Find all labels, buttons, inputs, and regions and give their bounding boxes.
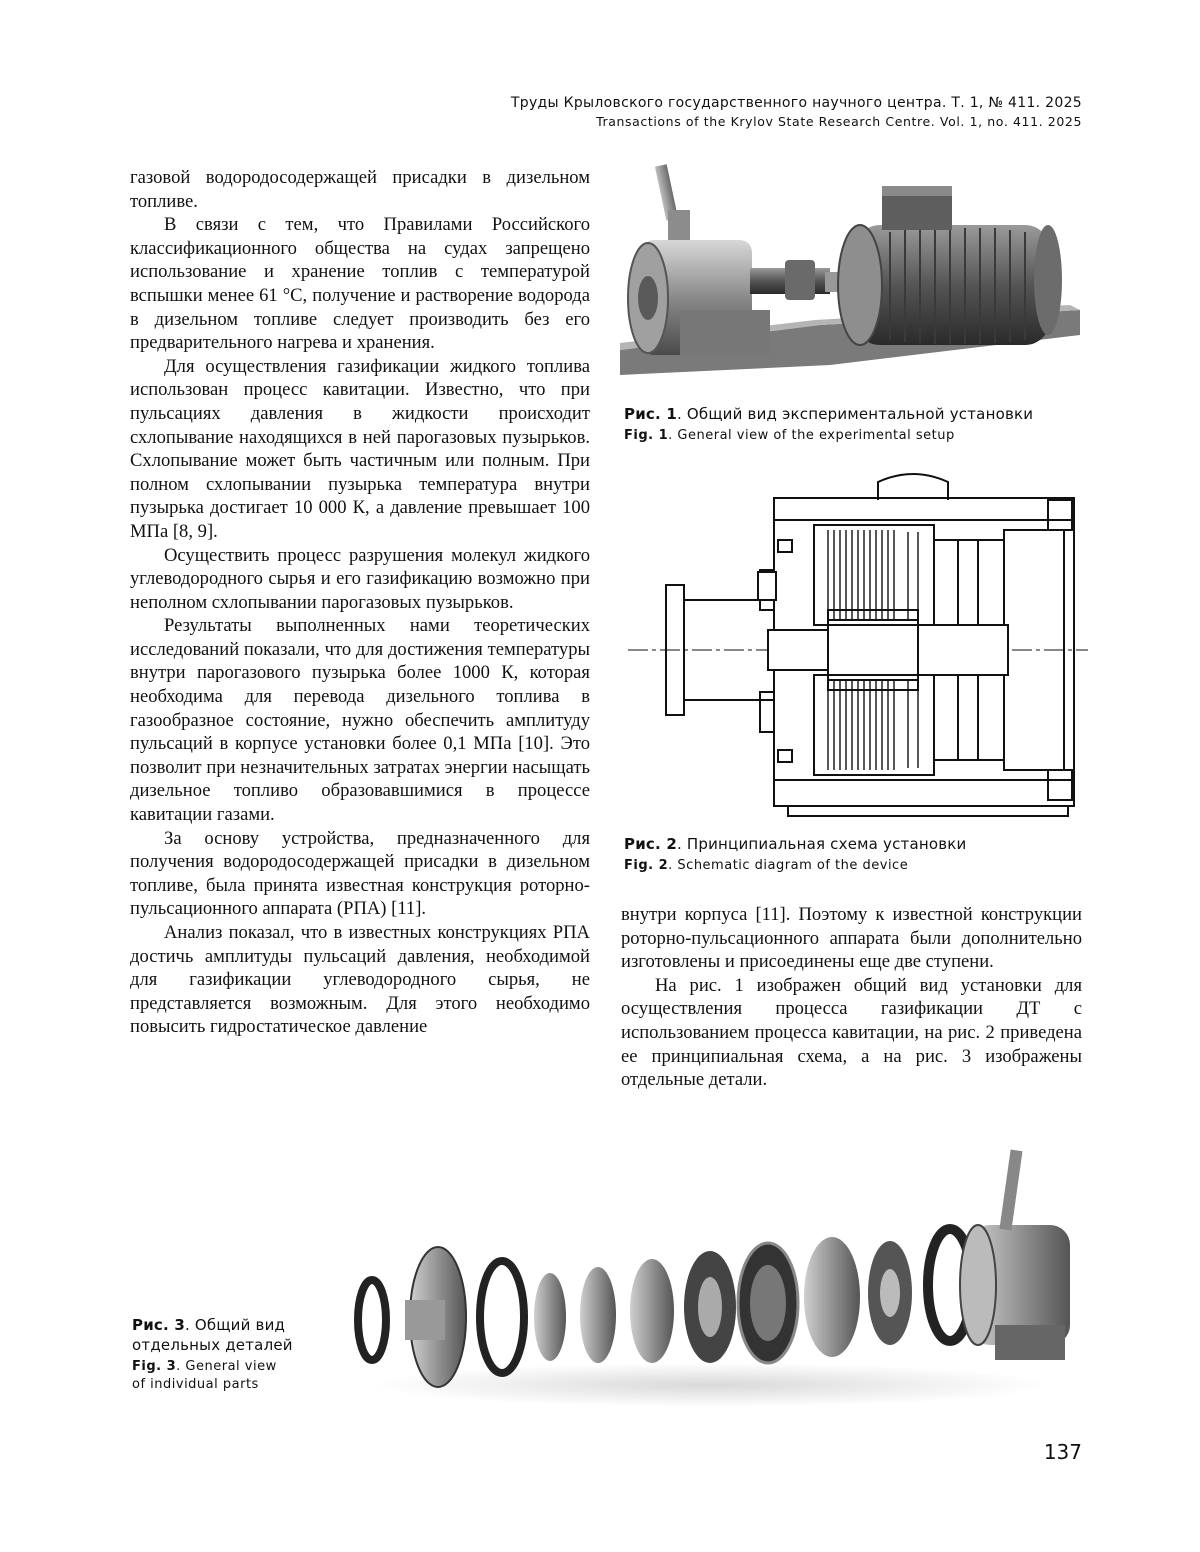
- figure-3-label-en: Fig. 3: [132, 1359, 177, 1374]
- figure-1-caption: [624, 404, 1084, 445]
- paragraph: Для осуществления газификации жидкого топлива использован процесс кавитации. Известно, что при пульсациях давления в жидкости происходит схлопывание находящихся в ней парогазовых пузырьков. Схлопывание может быть частичным или полным. При полном схлопывании пузырька температура внутри пузырька достигает 10 000 К, а давление превышает 100 МПа [8, 9].: [130, 355, 590, 542]
- figure-1-setup-render: [620, 160, 1082, 385]
- paragraph: На рис. 1 изображен общий вид установки для осуществления процесса газификации ДТ с использованием процесса кавитации, на рис. 2 приведена ее принципиальная схема, а на рис. 3 изображены отдельные детали.: [621, 974, 1082, 1091]
- figure-3-text-en-1: . General view: [176, 1359, 277, 1374]
- figure-2-text-en: . Schematic diagram of the device: [668, 858, 909, 873]
- figure-3-exploded-parts: [350, 1135, 1090, 1415]
- figure-2-schematic: [628, 470, 1088, 822]
- paragraph: В связи с тем, что Правилами Российского классификационного общества на судах запрещено использование и хранение топлив с температурой вспышки менее 61 °C, получение и растворение водорода в дизельном топливе следует производить без его предварительного нагрева и хранения.: [130, 214, 590, 354]
- paragraph: газовой водородосодержащей присадки в дизельном топливе.: [130, 167, 590, 212]
- figure-1-label-en: Fig. 1: [624, 428, 669, 443]
- right-text-column: [621, 903, 1082, 1092]
- left-text-column: [130, 166, 590, 1039]
- figure-3-caption: [132, 1315, 342, 1394]
- figure-1-label-ru: Рис. 1: [624, 405, 677, 423]
- figure-1-text-en: . General view of the experimental setup: [668, 428, 955, 443]
- figure-3-text-ru-2: отдельных деталей: [132, 1336, 293, 1354]
- figure-2-label-ru: Рис. 2: [624, 835, 677, 853]
- figure-2-label-en: Fig. 2: [624, 858, 669, 873]
- page-number: 137: [1043, 1440, 1082, 1464]
- figure-3-text-en-2: of individual parts: [132, 1377, 259, 1392]
- paragraph: Анализ показал, что в известных конструкциях РПА достичь амплитуды пульсаций давления, необходимой для газификации углеводородного сырья, не представляется возможным. Для этого необходимо повысить гидростатическое давление: [130, 922, 590, 1038]
- paragraph: внутри корпуса [11]. Поэтому к известной конструкции роторно-пульсационного аппарата были дополнительно изготовлены и присоединены еще две ступени.: [621, 904, 1082, 973]
- figure-2-text-ru: . Принципиальная схема установки: [676, 835, 967, 853]
- figure-3-label-ru: Рис. 3: [132, 1316, 185, 1334]
- paragraph: Осуществить процесс разрушения молекул жидкого углеводородного сырья и его газификацию возможно при неполном схлопывании парогазовых пузырьков.: [130, 544, 590, 613]
- paragraph: За основу устройства, предназначенного для получения водородосодержащей присадки в дизельном топливе, была принята известная конструкция роторно-пульсационного аппарата (РПА) [11].: [130, 827, 590, 920]
- figure-1-text-ru: . Общий вид экспериментальной установки: [676, 405, 1034, 423]
- running-header: [511, 94, 1082, 130]
- paragraph: Результаты выполненных нами теоретических исследований показали, что для достижения температуры внутри парогазового пузырька более 1000 К, которая необходима для перевода дизельного топлива в газообразное состояние, нужно обеспечить амплитуду пульсаций в корпусе установки более 0,1 МПа [10]. Это позволит при незначительных затратах энергии насыщать дизельное топливо образовавшимися в процессе кавитации газами.: [130, 615, 590, 826]
- journal-title-ru: Труды Крыловского государственного научного центра. Т. 1, № 411. 2025: [510, 95, 1082, 111]
- figure-3-text-ru-1: . Общий вид: [184, 1316, 286, 1334]
- journal-title-en: Transactions of the Krylov State Research Centre. Vol. 1, no. 411. 2025: [596, 114, 1082, 129]
- figure-2-caption: [624, 834, 1084, 875]
